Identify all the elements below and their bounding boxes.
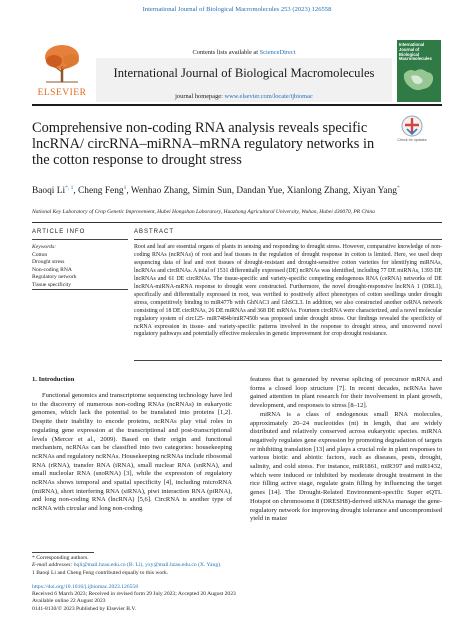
crossmark-label: Check for updates bbox=[397, 138, 427, 142]
keywords-label: Keywords: bbox=[32, 244, 57, 250]
keyword: Cotton bbox=[32, 251, 48, 258]
author-sup[interactable]: 1 bbox=[123, 185, 127, 191]
journal-citation[interactable]: International Journal of Biological Macromolecules 253 (2023) 126558 bbox=[142, 6, 332, 13]
intro-paragraph: features that is generated by reverse splicing of precursor mRNA and forms a closed loop structure [7]. In recent decades, ncRNAs have gained attention in plant research for their involvement in plant growth, development, and responses to stress [8–12]. bbox=[250, 376, 442, 410]
homepage-link[interactable]: www.elsevier.com/locate/ijbiomac bbox=[224, 93, 313, 100]
article-info-rule bbox=[32, 239, 128, 240]
author-name[interactable]: Wenhao Zhang bbox=[130, 186, 188, 197]
keyword: Regulatory network bbox=[32, 274, 77, 281]
affiliation: National Key Laboratory of Crop Genetic Improvement, Hubei Hongshan Laboratory, Huazhong Agricultural University, Wuhan, Hubei 430070, PR China bbox=[32, 209, 375, 215]
intro-paragraph: miRNA is a class of endogenous small RNA molecules, approximately 20–24 nucleotides (nt) in length, that are widely distributed and relatively conserved across eukaryotic species. miRNA negatively regulates gene expression by promoting degradation of targets or inhibiting translation [13] and plays a crucial role in plant responses to various biotic and abiotic factors, such as diseases, pests, drought, salinity, and cold stress. For instance, miR1861, miR397 and miR1432, which were induced or inhibited by moderate drought treatment in the rice filling active stage, regulate grain filling by influencing the target genes [14]. The Drought-Related Environment-specific Super eQTL Hotspot on chromosome 8 (DRESH8)-derived siRNAs manage the gene-regulatory network for improving drought tolerance and uncompromised yield in maize bbox=[250, 410, 443, 523]
abstract-rule bbox=[134, 239, 442, 240]
authors-rule bbox=[32, 222, 442, 223]
article-info-heading: ARTICLE INFO bbox=[32, 229, 86, 235]
contents-prefix: Contents lists available at bbox=[192, 49, 259, 56]
publisher-name: ELSEVIER bbox=[37, 88, 87, 98]
keywords-rule bbox=[32, 289, 128, 290]
corresponding-note: * Corresponding authors. bbox=[32, 555, 89, 561]
footnote-rule bbox=[32, 552, 94, 553]
author-name[interactable]: Baoqi Li bbox=[32, 186, 66, 197]
introduction-heading: 1. Introduction bbox=[32, 376, 75, 383]
header-rule bbox=[32, 104, 442, 106]
homepage-prefix: journal homepage: bbox=[175, 93, 223, 100]
cover-map-icon bbox=[401, 64, 437, 94]
email-links[interactable]: bqli@mail.hzau.edu.cn (B. Li), yxy@mail.hzau.edu.cn (X. Yang). bbox=[73, 562, 222, 569]
available-online: Available online 22 August 2023 bbox=[32, 598, 106, 605]
author-name[interactable]: Xiyan Yang bbox=[352, 186, 397, 197]
author-name[interactable]: Dandan Yue bbox=[236, 186, 283, 197]
intro-paragraph: Functional genomics and transcriptome sequencing technology have led to the discovery of numerous non-coding RNAs (ncRNAs) in eukaryotic genomes, which lack the potential to be translated into proteins [1,2]. Despite their inability to encode proteins, ncRNAs play vital roles in regulating gene expression at the transcriptional and post-transcriptional levels (Mercer et al., 2009). Based on their origin and functional mechanism, ncRNAs can be classified into two categories: housekeeping ncRNAs and regulatory ncRNAs. Housekeeping ncRNAs include ribosomal RNA (rRNA), transfer RNA (tRNA), small nuclear RNA (snRNA), and small nucleolar RNA (snoRNA) [3], while the expression of regulatory ncRNAs shows temporal and spatial specificity [4], including microRNA (miRNA), short interfering RNA (siRNA), piwi interaction RNA (piRNA), and long non-coding RNA (lncRNA) [5,6]. CircRNA is another type of ncRNA with circular and long non-coding bbox=[32, 392, 233, 513]
elsevier-tree-icon bbox=[40, 42, 84, 84]
elsevier-logo bbox=[32, 40, 92, 102]
keyword: Drought stress bbox=[32, 259, 65, 266]
sciencedirect-link[interactable]: ScienceDirect bbox=[259, 49, 296, 56]
footnotes bbox=[32, 555, 332, 577]
email-label: E-mail addresses: bbox=[32, 562, 73, 569]
author-list: Baoqi $Li^{*, 1}$, Cheng Feng$^1$, Wenhao Zhang, Simin Sun, Dandan Yue, Xianlong Zhang, Xiyan Yang* bbox=[32, 185, 400, 197]
author-name[interactable]: Simin Sun bbox=[192, 186, 232, 197]
article-title: Comprehensive non-coding RNA analysis reveals specific lncRNA/ circRNA–miRNA–mRNA regulatory networks in the cotton response to drought stress bbox=[32, 120, 375, 168]
equal-contribution-note: 1 Baoqi Li and Cheng Feng contributed equally to this work. bbox=[32, 569, 169, 576]
keywords-block bbox=[32, 244, 128, 290]
homepage-line bbox=[96, 93, 392, 100]
intro-left-column bbox=[32, 392, 232, 514]
keyword: Non-coding RNA bbox=[32, 266, 72, 273]
journal-name: International Journal of Biological Macromolecules bbox=[113, 66, 375, 80]
author-name[interactable]: Xianlong Zhang bbox=[286, 186, 348, 197]
received-dates: Received 6 March 2023; Received in revised form 29 July 2023; Accepted 20 August 2023 bbox=[32, 591, 236, 598]
abstract-heading: ABSTRACT bbox=[134, 229, 175, 235]
contents-line bbox=[96, 49, 392, 56]
abstract-end-rule bbox=[134, 360, 442, 361]
author-sup[interactable]: * bbox=[396, 185, 400, 191]
email-line bbox=[32, 562, 332, 569]
keyword: Tissue specificity bbox=[32, 281, 72, 288]
abstract-text: Root and leaf are essential organs of plants in sensing and responding to drought stress. However, comparative knowledge of non-coding RNAs (ncRNAs) of root and leaf tissues in the regulation of drought response in cotton is limited. Here, we used deep sequencing data of leaf and root tissues of drought-resistant and drought-sensitive cotton varieties for identifying miRNAs, lncRNAs and circRNAs. A total of 1531 differentially expressed (DE) ncRNAs was identified, including 77 DE miRNAs, 1393 DE lncRNAs and 61 DE circRNAs. The tissue-specific and variety-specific competing endogenous RNA (ceRNA) networks of DE lncRNA-miRNA-mRNA response to drought were constructed. Furthermore, the novel drought-responsive lncRNA 1 (DRL1), specifically and differentially expressed in root, was verified to positively affect phenotypes of cotton seedlings under drought stress, competitively binding to miR477b with GhNAC3 and GhSCL3. In addition, we also constructed another ceRNA network consisting of 18 DE circRNAs, 26 DE miRNAs and 368 DE mRNAs. Fourteen circRNA were characterized, and a novel molecular regulatory system of circ125- miR7484b/miR7450b was proposed under drought stress. Our findings revealed the specificity of ncRNA expression in tissue- and variety-specific patterns involved in the response to drought stress, and uncovered novel regulatory pathways and potentially effective molecules in genetic improvement for crop drought resistance. bbox=[134, 244, 442, 338]
intro-right-column bbox=[250, 376, 442, 524]
author-name[interactable]: Cheng Feng bbox=[78, 186, 124, 197]
doi-link[interactable]: https://doi.org/10.1016/j.ijbiomac.2023.126558 bbox=[32, 584, 139, 590]
cover-title: International Journal of Biological Macromolecules bbox=[399, 42, 432, 62]
author-sup[interactable]: *, 1 bbox=[65, 185, 74, 191]
doi-block bbox=[32, 584, 332, 613]
journal-cover[interactable] bbox=[397, 40, 441, 102]
copyright: 0141-8130/© 2023 Published by Elsevier B.V. bbox=[32, 605, 137, 612]
